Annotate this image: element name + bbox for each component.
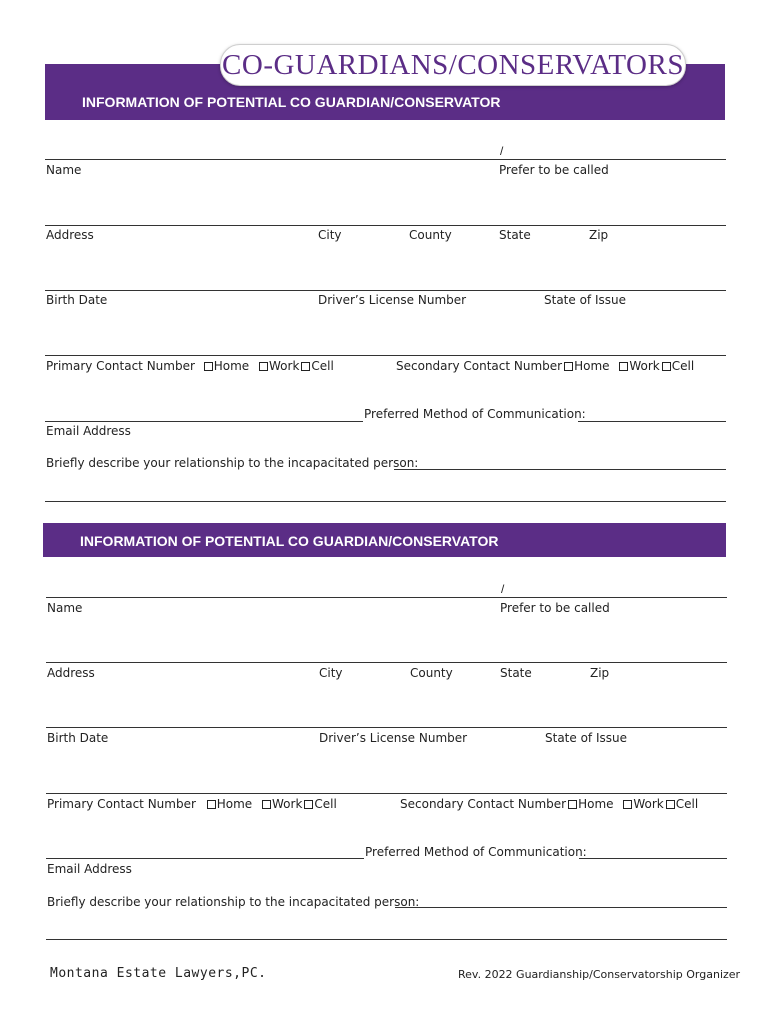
primary-work-label: Work (272, 797, 303, 811)
relationship-field-line[interactable] (395, 907, 727, 908)
name-label: Name (46, 163, 82, 177)
firm-name: Montana Estate Lawyers,PC. (50, 966, 267, 981)
primary-contact-label: Primary Contact Number (46, 359, 195, 373)
state-label: State (500, 666, 532, 680)
name-field-line[interactable] (46, 597, 727, 598)
secondary-cell-checkbox[interactable] (666, 800, 675, 809)
relationship-label: Briefly describe your relationship to the incapacitated person: (46, 456, 419, 470)
relationship-field-line-2[interactable] (45, 501, 726, 502)
birth-field-line[interactable] (45, 290, 726, 291)
name-separator: / (501, 582, 505, 596)
primary-cell-checkbox[interactable] (304, 800, 313, 809)
state-of-issue-label: State of Issue (544, 293, 626, 307)
secondary-contact-group (396, 359, 694, 373)
section-heading: INFORMATION OF POTENTIAL CO GUARDIAN/CONSERVATOR (80, 533, 499, 549)
email-field-line[interactable] (46, 858, 364, 859)
license-label: Driver’s License Number (319, 731, 468, 745)
secondary-home-label: Home (578, 797, 614, 811)
primary-work-checkbox[interactable] (259, 362, 268, 371)
secondary-contact-group (400, 797, 698, 811)
name-label: Name (47, 601, 83, 615)
primary-work-label: Work (269, 359, 300, 373)
city-label: City (318, 228, 342, 242)
primary-work-checkbox[interactable] (262, 800, 271, 809)
primary-contact-group (46, 359, 334, 373)
zip-label: Zip (589, 228, 609, 242)
state-label: State (499, 228, 531, 242)
primary-home-label: Home (216, 797, 253, 811)
primary-cell-label: Cell (311, 359, 334, 373)
birth-date-label: Birth Date (46, 293, 108, 307)
preferred-method-label: Preferred Method of Communication: (364, 407, 586, 421)
revision-note: Rev. 2022 Guardianship/Conservatorship Organizer (458, 968, 741, 981)
county-label: County (410, 666, 453, 680)
secondary-work-label: Work (633, 797, 664, 811)
primary-contact-label: Primary Contact Number (47, 797, 196, 811)
secondary-cell-label: Cell (675, 797, 699, 811)
secondary-contact-label: Secondary Contact Number (400, 797, 567, 811)
preferred-method-field-line[interactable] (578, 421, 726, 422)
primary-home-checkbox[interactable] (207, 800, 216, 809)
address-field-line[interactable] (46, 662, 727, 663)
primary-cell-checkbox[interactable] (301, 362, 310, 371)
contact-field-line[interactable] (46, 793, 727, 794)
city-label: City (319, 666, 343, 680)
address-label: Address (46, 228, 94, 242)
secondary-work-checkbox[interactable] (623, 800, 632, 809)
email-label: Email Address (47, 862, 132, 876)
prefer-label: Prefer to be called (500, 601, 610, 615)
primary-cell-label: Cell (314, 797, 337, 811)
birth-field-line[interactable] (46, 727, 727, 728)
page-title: CO-GUARDIANS/CONSERVATORS (220, 44, 686, 86)
state-of-issue-label: State of Issue (545, 731, 627, 745)
primary-contact-group (47, 797, 337, 811)
preferred-method-field-line[interactable] (579, 858, 727, 859)
address-label: Address (47, 666, 95, 680)
section-heading: INFORMATION OF POTENTIAL CO GUARDIAN/CONSERVATOR (82, 94, 501, 110)
secondary-work-checkbox[interactable] (619, 362, 628, 371)
name-separator: / (500, 144, 504, 158)
secondary-contact-label: Secondary Contact Number (396, 359, 563, 373)
license-label: Driver’s License Number (318, 293, 467, 307)
section-heading-band (43, 523, 726, 557)
primary-home-checkbox[interactable] (204, 362, 213, 371)
prefer-label: Prefer to be called (499, 163, 609, 177)
secondary-cell-checkbox[interactable] (662, 362, 671, 371)
secondary-cell-label: Cell (671, 359, 695, 373)
county-label: County (409, 228, 452, 242)
name-field-line[interactable] (45, 159, 726, 160)
zip-label: Zip (590, 666, 610, 680)
preferred-method-label: Preferred Method of Communication: (365, 845, 587, 859)
primary-home-label: Home (213, 359, 250, 373)
birth-date-label: Birth Date (47, 731, 109, 745)
relationship-label: Briefly describe your relationship to the incapacitated person: (47, 895, 420, 909)
secondary-home-checkbox[interactable] (564, 362, 573, 371)
secondary-home-label: Home (574, 359, 610, 373)
secondary-work-label: Work (629, 359, 660, 373)
relationship-field-line-2[interactable] (46, 939, 727, 940)
contact-field-line[interactable] (45, 355, 726, 356)
email-field-line[interactable] (45, 421, 363, 422)
email-label: Email Address (46, 424, 131, 438)
address-field-line[interactable] (45, 225, 726, 226)
relationship-field-line[interactable] (394, 469, 726, 470)
secondary-home-checkbox[interactable] (568, 800, 577, 809)
